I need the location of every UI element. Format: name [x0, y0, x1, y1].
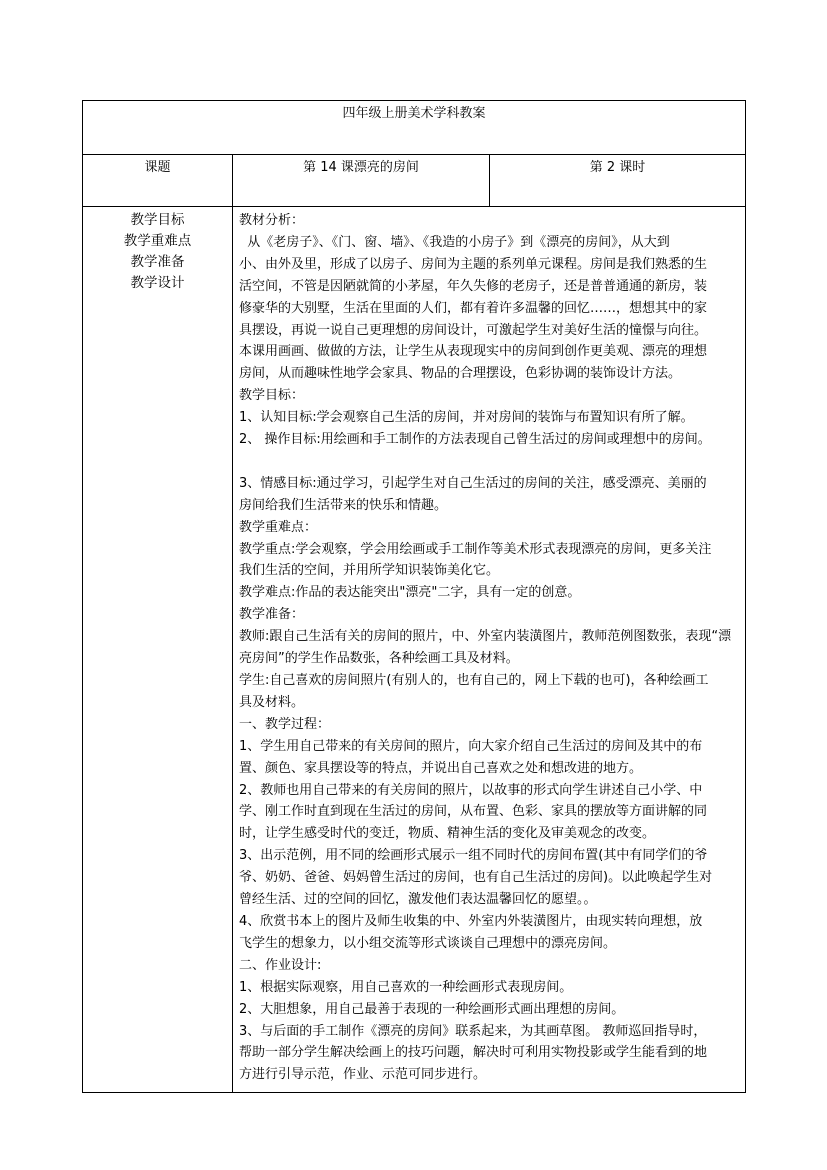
content-line: 本课用画画、做做的方法，让学生从表现现实中的房间到创作更美观、漂亮的理想: [239, 344, 708, 360]
content-line: 亮房间”的学生作品数张，各种绘画工具及材料。: [239, 651, 519, 667]
content-line: 曾经生活、过的空间的回忆，激发他们表达温馨回忆的愿望。。: [239, 892, 597, 908]
side-labels: [83, 207, 233, 1093]
content-line: 具及材料。: [239, 694, 305, 710]
content-line: [239, 451, 740, 473]
content-line: 房间给我们生活带来的快乐和情趣。: [239, 497, 448, 513]
content-line: 学、刚工作时直到现在生活过的房间，从布置、色彩、家具的摆放等方面讲解的同: [239, 804, 708, 820]
content-line: 教材分析：: [239, 213, 305, 228]
content-line: 教师:跟自己生活有关的房间的照片，中、外室内装潢图片，教师范例图数张，表现“漂: [239, 629, 732, 645]
content-line: 教学重难点：: [239, 519, 318, 535]
content-line: 从《老房子》、《门、窗、墙》、《我造的小房子》到《漂亮的房间》，从大到: [239, 234, 670, 250]
content-line: 我们生活的空间，并用所学知识装饰美化它。: [239, 563, 500, 579]
content-line: 置、颜色、家具摆设等的特点，并说出自己喜欢之处和想改进的地方。: [239, 760, 643, 776]
title-row: [83, 101, 746, 155]
content-line: 具摆设，再说一说自己更理想的房间设计，可激起学生对美好生活的憧憬与向往。: [239, 322, 708, 338]
content-line: 帮助一部分学生解决绘画上的技巧问题，解决时可利用实物投影或学生能看到的地: [239, 1045, 708, 1061]
lesson-plan-table: [82, 100, 746, 1093]
content-line: 2、大胆想象，用自己最善于表现的一种绘画形式画出理想的房间。: [239, 1001, 625, 1017]
content-line: 方进行引导示范，作业、示范可同步进行。: [239, 1067, 487, 1083]
content-line: 活空间，不管是因陋就简的小茅屋，年久失修的老房子，还是普普通通的新房，装: [239, 278, 708, 294]
content-line: 二、作业设计:: [239, 957, 322, 973]
content-line: 修豪华的大别墅，生活在里面的人们，都有着许多温馨的回忆……，想想其中的家: [239, 300, 708, 316]
content-line: 2、教师也用自己带来的有关房间的照片，以故事的形式向学生讲述自己小学、中: [239, 782, 703, 798]
content-line: 2、 操作目标:用绘画和手工制作的方法表现自己曾生活过的房间或理想中的房间。: [239, 432, 711, 448]
content-line: 3、情感目标:通过学习，引起学生对自己生活过的房间的关注，感受漂亮、美丽的: [239, 475, 707, 491]
content-line: 教学准备：: [239, 607, 305, 623]
lesson-name: 第 14 课漂亮的房间: [233, 155, 490, 207]
topic-label: 课题: [83, 155, 233, 207]
table-title: 四年级上册美术学科教案: [83, 101, 746, 155]
side-label-objectives: 教学目标: [130, 212, 185, 228]
content-line: 一、教学过程：: [239, 716, 331, 732]
content-line: 3、出示范例，用不同的绘画形式展示一组不同时代的房间布置(其中有同学们的爷: [239, 848, 708, 864]
content-line: 教学目标：: [239, 388, 305, 404]
lesson-content: [233, 207, 746, 1093]
content-line: 1、学生用自己带来的有关房间的照片，向大家介绍自己生活过的房间及其中的布: [239, 738, 703, 754]
content-line: 1、认知目标:学会观察自己生活的房间，并对房间的装饰与布置知识有所了解。: [239, 410, 694, 426]
content-line: 4、欣赏书本上的图片及师生收集的中、外室内外装潢图片，由现实转向理想，放: [239, 913, 703, 929]
content-line: 学生:自己喜欢的房间照片(有别人的，也有自己的，网上下载的也可)，各种绘画工: [239, 673, 709, 689]
content-line: 1、根据实际观察，用自己喜欢的一种绘画形式表现房间。: [239, 979, 573, 995]
content-line: 教学难点:作品的表达能突出"漂亮"二字，具有一定的创意。: [239, 585, 581, 601]
side-label-design: 教学设计: [130, 275, 185, 291]
content-line: 时，让学生感受时代的变迁，物质、精神生活的变化及审美观念的改变。: [239, 826, 656, 842]
content-line: 3、与后面的手工制作《漂亮的房间》联系起来，为其画草图。 教师巡回指导时，: [239, 1023, 707, 1039]
content-line: 教学重点:学会观察，学会用绘画或手工制作等美术形式表现漂亮的房间，更多关注: [239, 541, 712, 557]
content-row: [83, 207, 746, 1093]
content-line: 房间，从而趣味性地学会家具、物品的合理摆设，色彩协调的装饰设计方法。: [239, 366, 682, 382]
content-line: 爷、奶奶、爸爸、妈妈曾生活过的房间，也有自己生活过的房间)。以此唤起学生对: [239, 870, 713, 886]
side-label-key-points: 教学重难点: [123, 233, 192, 249]
content-line: 飞学生的想象力，以小组交流等形式谈谈自己理想中的漂亮房间。: [239, 935, 617, 951]
lesson-period: 第 2 课时: [490, 155, 746, 207]
side-label-preparation: 教学准备: [130, 254, 185, 270]
topic-row: [83, 155, 746, 207]
content-line: 小、由外及里，形成了以房子、房间为主题的系列单元课程。房间是我们熟悉的生: [239, 256, 708, 272]
